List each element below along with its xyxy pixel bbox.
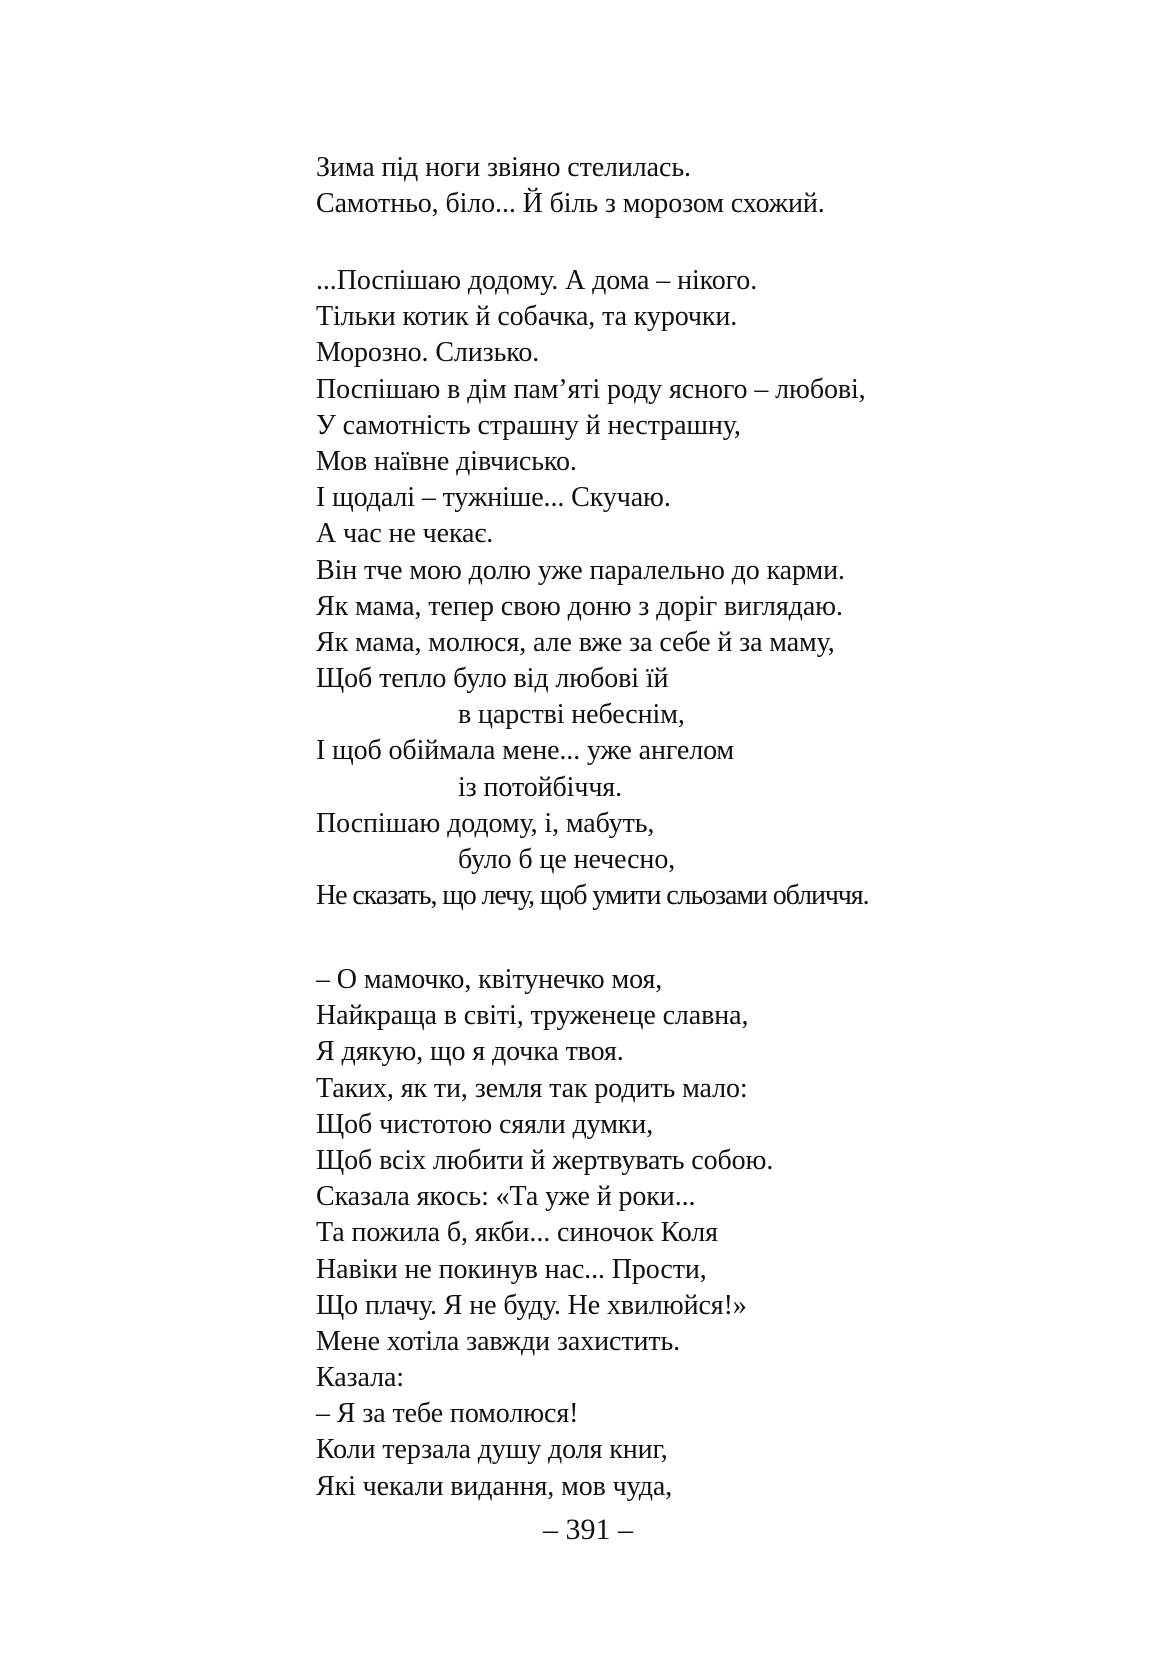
poem-line: було б це нечесно, xyxy=(458,844,676,875)
poem-line: із потойбіччя. xyxy=(458,771,622,803)
poem-line: Тільки котик й собачка, та курочки. xyxy=(316,301,738,333)
poem-line: У самотність страшну й нестрашну, xyxy=(316,409,741,441)
poem-line: Мене хотіла завжди захистить. xyxy=(316,1325,681,1357)
stanza-3 xyxy=(316,962,1076,1505)
poem-line: Казала: xyxy=(316,1362,404,1394)
poem-line: Коли терзала душу доля книг, xyxy=(316,1434,668,1466)
poem-line: Як мама, тепер свою доню з доріг виглядаю. xyxy=(316,590,843,622)
poem-line: Зима під ноги звіяно стелилась. xyxy=(316,152,691,183)
stanza-1 xyxy=(316,150,1076,222)
poem-line: Щоб всіх любити й жертвувать собою. xyxy=(316,1144,774,1176)
poem-line: Поспішаю додому, і, мабуть, xyxy=(316,807,655,839)
poem-line: Морозно. Слизько. xyxy=(316,337,540,369)
poem-line: Щоб чистотою сяяли думки, xyxy=(316,1108,654,1140)
poem-line: Не сказать, що лечу, щоб умити сльозами обличчя. xyxy=(316,880,869,912)
poem-line: Що плачу. Я не буду. Не хвилюйся!» xyxy=(316,1289,747,1321)
poem-line: Сказала якось: «Та уже й роки... xyxy=(316,1181,696,1213)
poem-line: в царстві небеснім, xyxy=(458,699,685,731)
poem-line: Та пожила б, якби... синочок Коля xyxy=(316,1217,718,1249)
poem-line: Як мама, молюся, але вже за себе й за маму, xyxy=(316,626,835,658)
poem-line: – О мамочко, квітунечко моя, xyxy=(316,964,663,995)
poem-line: Він тче мою долю уже паралельно до карми. xyxy=(316,554,845,586)
stanza-2 xyxy=(316,263,1076,914)
poem-line: Які чекали видання, мов чуда, xyxy=(316,1470,673,1502)
poem-line: Самотньо, біло... Й біль з морозом схожий. xyxy=(316,188,825,220)
poem-line: Мов наївне дівчисько. xyxy=(316,445,577,477)
poem-line: Навіки не покинув нас... Прости, xyxy=(316,1253,707,1285)
poem-line: Найкраща в світі, труженеце славна, xyxy=(316,1000,749,1032)
poem-line: – Я за тебе помолюся! xyxy=(316,1398,579,1430)
poem-line: Поспішаю в дім пам’яті роду ясного – любові, xyxy=(316,373,866,405)
poem-line: ...Поспішаю додому. А дома – нікого. xyxy=(316,265,758,296)
poem-line: Таких, як ти, земля так родить мало: xyxy=(316,1072,748,1104)
poem-line: І щодалі – тужніше... Скучаю. xyxy=(316,482,671,514)
page-number: – 391 – xyxy=(543,1513,633,1546)
poem-line: І щоб обіймала мене... уже ангелом xyxy=(316,735,735,767)
poem-line: Я дякую, що я дочка твоя. xyxy=(316,1036,624,1068)
poem-line: А час не чекає. xyxy=(316,518,494,550)
poem-line: Щоб тепло було від любові їй xyxy=(316,663,669,695)
